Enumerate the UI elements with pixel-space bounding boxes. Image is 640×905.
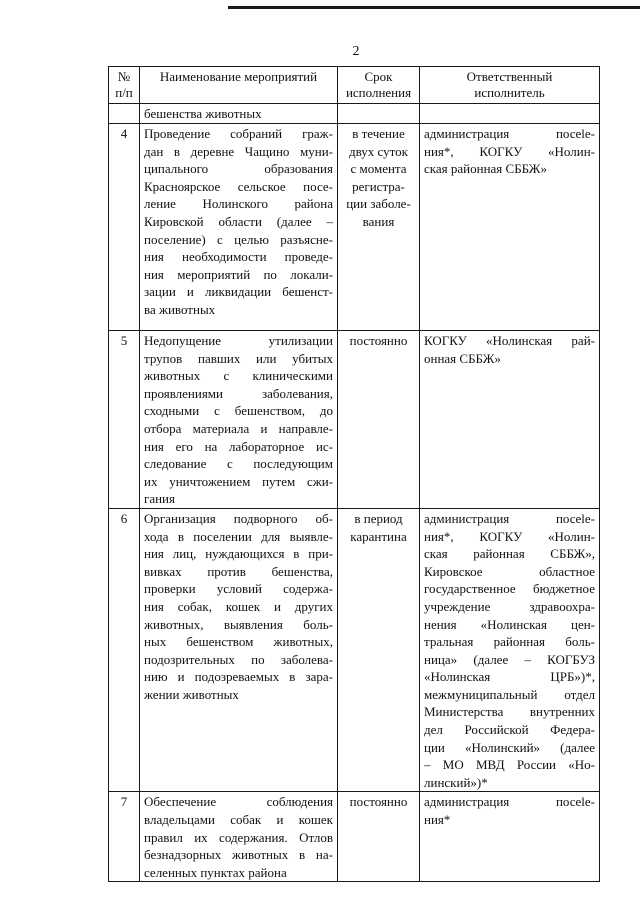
cell-line: вивках против бешенства, <box>144 563 333 579</box>
cell-line: жении животных <box>144 686 239 702</box>
cell-line: ных бешенством животных, <box>144 634 333 650</box>
cell-line: зации и ликвидации бешенст- <box>144 284 333 300</box>
cell-line: администрация посele- <box>424 126 595 141</box>
continuation-resp <box>420 104 600 124</box>
cell-line: тральная районная боль- <box>424 634 595 650</box>
cell-line: ния мероприятий по локали- <box>144 266 333 282</box>
cell-line: ния его на лабораторное ис- <box>144 438 333 454</box>
cell-line: животных с клиническими <box>144 368 333 384</box>
cell-line: дел Российской Федера- <box>424 722 595 738</box>
cell-line: – МО МВД России «Но- <box>424 757 595 773</box>
cell-line: ния*, КОГКУ «Нолин- <box>424 528 595 544</box>
row-num: 4 <box>109 124 140 331</box>
header-num: № п/п <box>109 67 140 104</box>
cell-line: сходными с бешенством, до <box>144 403 333 419</box>
cell-line: нения «Нолинская цен- <box>424 616 595 632</box>
cell-line: правил их содержания. Отлов <box>144 829 333 845</box>
row-name <box>140 124 338 331</box>
continuation-num <box>109 104 140 124</box>
cell-line: безнадзорных животных в на- <box>144 847 333 863</box>
cell-line: ская районная СББЖ», <box>424 546 595 562</box>
cell-line: линский»)* <box>424 774 488 790</box>
continuation-row <box>109 104 600 124</box>
row-resp <box>420 124 600 331</box>
events-table <box>108 66 600 882</box>
cell-line: государственное бюджетное <box>424 581 595 597</box>
cell-line: животных, выявления боль- <box>144 616 333 632</box>
row-term: постоянно <box>338 792 420 882</box>
row-name <box>140 331 338 509</box>
cell-line: Обеспечение соблюдения <box>144 794 333 810</box>
cell-line: трупов павших или убитых <box>144 350 333 366</box>
row-resp <box>420 508 600 792</box>
row-term: в течение двух суток с момента регистра- ции заболе- вания <box>338 124 420 331</box>
cell-line: владельцами собак и кошек <box>144 812 333 828</box>
cell-line: онная СББЖ» <box>424 350 501 366</box>
cell-line: Недопущение утилизации <box>144 333 333 348</box>
header-term: Срок исполнения <box>338 67 420 104</box>
cell-line: ния собак, кошек и других <box>144 598 333 614</box>
cell-line: нию и подозреваемых в зара- <box>144 669 333 685</box>
cell-line: ния*, КОГКУ «Нолин- <box>424 143 595 159</box>
row-name <box>140 508 338 792</box>
cell-line: КОГКУ «Нолинская рай- <box>424 333 595 348</box>
row-num: 7 <box>109 792 140 882</box>
cell-line: «Нолинская ЦРБ»)*, <box>424 669 595 685</box>
table-header-row <box>109 67 600 104</box>
page-number: 2 <box>352 44 360 59</box>
continuation-name: бешенства животных <box>140 104 338 124</box>
cell-line: ница» (далее – КОГБУЗ <box>424 651 595 667</box>
cell-line: Кировское областное <box>424 563 595 579</box>
cell-line: следование с последующим <box>144 456 333 472</box>
cell-line: дан в деревне Чащино муни- <box>144 143 333 159</box>
cell-line: ния лиц, нуждающихся в при- <box>144 546 333 562</box>
row-num: 6 <box>109 508 140 792</box>
cell-line: отбора материала и направле- <box>144 420 333 436</box>
cell-line: администрация посele- <box>424 794 595 810</box>
cell-line: Организация подворного об- <box>144 510 333 526</box>
cell-line: подозрительных по заболева- <box>144 651 333 667</box>
cell-line: хода в поселении для выявле- <box>144 528 333 544</box>
row-term: постоянно <box>338 331 420 509</box>
table-row <box>109 792 600 882</box>
cell-line: проявлениями заболевания, <box>144 385 333 401</box>
row-resp <box>420 792 600 882</box>
cell-line: администрация посele- <box>424 510 595 526</box>
table-row <box>109 508 600 792</box>
top-rule <box>228 6 640 9</box>
cell-line: гания <box>144 491 175 507</box>
cell-line: Кировской области (далее – <box>144 213 333 229</box>
cell-line: ния* <box>424 812 451 828</box>
header-name: Наименование мероприятий <box>140 67 338 104</box>
cell-line: ская районная СББЖ» <box>424 161 547 177</box>
table-row <box>109 124 600 331</box>
cell-line: ципального образования <box>144 161 333 177</box>
cell-line: Министерства внутренних <box>424 704 595 720</box>
cell-line: Красноярское сельское посе- <box>144 178 333 194</box>
continuation-term <box>338 104 420 124</box>
cell-line: их уничтожением путем сжи- <box>144 473 333 489</box>
row-resp <box>420 331 600 509</box>
row-name <box>140 792 338 882</box>
cell-line: межмуниципальный отдел <box>424 686 595 702</box>
header-resp: Ответственный исполнитель <box>420 67 600 104</box>
cell-line: проверки условий содержа- <box>144 581 333 597</box>
cell-line: селенных пунктах района <box>144 864 287 880</box>
table-row <box>109 331 600 509</box>
cell-line: Проведение собраний граж- <box>144 126 333 141</box>
cell-line: ции «Нолинский» (далее <box>424 739 595 755</box>
cell-line: поселение) с целью разъясне- <box>144 231 333 247</box>
row-term: в период карантина <box>338 508 420 792</box>
cell-line: ва животных <box>144 301 216 317</box>
cell-line: учреждение здравоохра- <box>424 598 595 614</box>
row-num: 5 <box>109 331 140 509</box>
cell-line: ния необходимости проведе- <box>144 249 333 265</box>
cell-line: ление Нолинского района <box>144 196 333 212</box>
